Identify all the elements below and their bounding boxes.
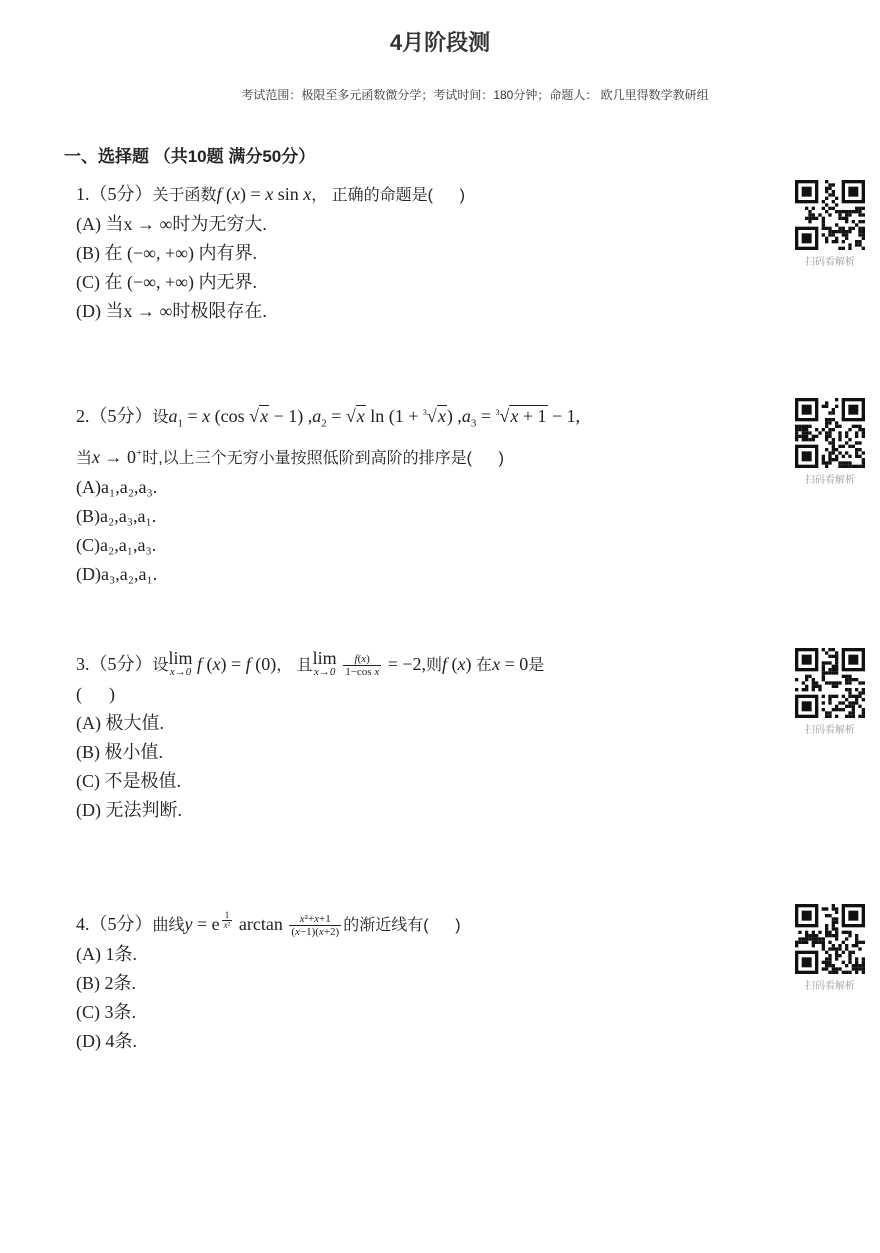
exam-meta: 考试范围：极限至多元函数微分学；考试时间：180分钟；命题人： 欧几里得数学教研组 xyxy=(241,88,709,102)
qr-label: 扫码看解析 xyxy=(805,475,855,486)
option-d: (D) 当x → ∞时极限存在. xyxy=(76,301,267,321)
qr-label: 扫码看解析 xyxy=(805,257,855,268)
option-d: (D) 无法判断. xyxy=(76,800,182,820)
option-c: (C)a₂,a₁,a₃. xyxy=(76,534,157,555)
option-b: (B) 2条. xyxy=(76,973,136,993)
question-number: 4. xyxy=(76,914,90,934)
question-stem: 1.（5分）关于函数f (x) = x sin x， 正确的命题是( ) xyxy=(76,184,465,204)
question-number: 3. xyxy=(76,654,90,674)
question-stem-2: ( ) xyxy=(76,684,115,704)
question-stem-2: 当x → 0+时,以上三个无穷小量按照低阶到高阶的排序是( ) xyxy=(76,446,505,467)
question-number: 1. xyxy=(76,184,90,204)
question-4 xyxy=(76,906,766,1056)
page-title: 4月阶段测 xyxy=(389,30,491,55)
option-a: (A) 当x → ∞时为无穷大. xyxy=(76,214,267,234)
option-a: (A) 1条. xyxy=(76,944,137,964)
qr-label: 扫码看解析 xyxy=(805,981,855,992)
option-b: (B)a₂,a₃,a₁. xyxy=(76,505,157,526)
question-2 xyxy=(76,398,766,589)
qr-code-icon xyxy=(795,904,865,974)
question-score: （5分） xyxy=(89,406,153,426)
option-c: (C) 3条. xyxy=(76,1002,136,1022)
option-a: (A)a₁,a₂,a₃. xyxy=(76,476,158,497)
question-score: （5分） xyxy=(89,914,153,934)
qr-code-icon xyxy=(795,180,865,250)
qr-code-2[interactable] xyxy=(795,398,865,486)
qr-code-icon xyxy=(795,398,865,468)
qr-label: 扫码看解析 xyxy=(805,725,855,736)
option-c: (C) 在 (−∞, +∞) 内无界. xyxy=(76,272,257,292)
qr-code-1[interactable] xyxy=(795,180,865,268)
question-stem: 4.（5分）曲线y = e $^{\frac{1}{\text{x²}}}$ arctan $\frac{\text{x²+x+1}}{(x-1)(x+2)}$ 的渐近线有( ) xyxy=(76,910,461,939)
option-d: (D) 4条. xyxy=(76,1031,137,1051)
question-1 xyxy=(76,180,766,326)
qr-code-3[interactable] xyxy=(795,648,865,736)
question-3 xyxy=(76,650,766,825)
question-stem: 2.（5分）设$a_1 = x$ (cos √x − 1) $,a_2 = √x$ ln (1 + $^3$√x) $,a_3 = ^3√x + 1 - 1$, xyxy=(76,406,581,430)
question-score: （5分） xyxy=(89,184,153,204)
qr-code-4[interactable] xyxy=(795,904,865,992)
option-b: (B) 在 (−∞, +∞) 内有界. xyxy=(76,243,257,263)
qr-code-icon xyxy=(795,648,865,718)
section-title: 一、选择题 （共10题 满分50分） xyxy=(64,147,316,166)
question-number: 2. xyxy=(76,406,90,426)
option-d: (D)a₃,a₂,a₁. xyxy=(76,563,158,584)
option-a: (A) 极大值. xyxy=(76,713,164,733)
question-score: （5分） xyxy=(89,654,153,674)
option-c: (C) 不是极值. xyxy=(76,771,181,791)
question-stem: 3.（5分）设lim x→0 f (x) = f (0)， 且lim x→0 $\frac{f(x)}{\text{1−cos x}}$ = −2,则f (x) 在x = 0是 xyxy=(76,648,545,679)
option-b: (B) 极小值. xyxy=(76,742,163,762)
